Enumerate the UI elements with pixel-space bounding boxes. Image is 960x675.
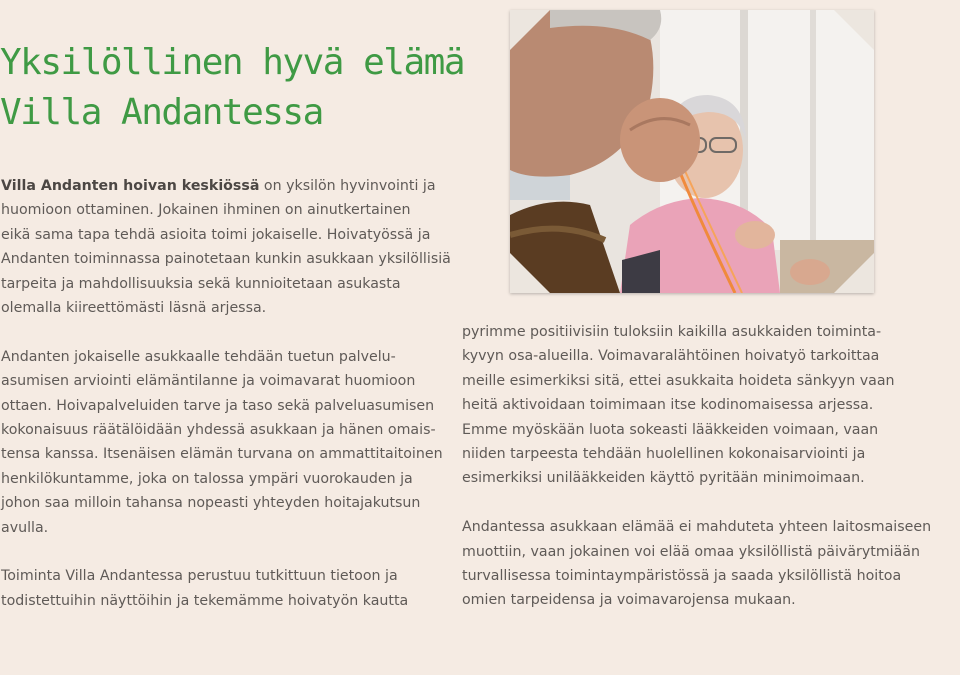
paragraph-line: omien tarpeidensa ja voimavarojensa mukaan. — [462, 592, 796, 609]
paragraph-line: meille esimerkiksi sitä, ettei asukkaita hoideta sänkyyn vaan — [462, 372, 895, 389]
paragraph-line: Andantessa asukkaan elämää ei mahduteta yhteen laitosmaiseen — [462, 519, 932, 536]
title-line-2: Villa Andantessa — [0, 92, 323, 133]
photo-two-elderly-women-knitting — [510, 10, 874, 293]
paragraph-line: olemalla kiireettömästi läsnä arjessa. — [1, 300, 267, 317]
photo-illustration — [510, 10, 874, 293]
paragraph-line: Andanten toiminnassa painotetaan kunkin asukkaan yksilöllisiä — [1, 251, 451, 268]
paragraph-line: Toiminta Villa Andantessa perustuu tutkittuun tietoon ja — [1, 568, 398, 585]
paragraph-assessment — [1, 345, 443, 540]
paragraph-line: kyvyn osa-alueilla. Voimavaralähtöinen hoivatyö tarkoittaa — [462, 348, 880, 365]
paragraph-line: heitä aktivoidaan toimimaan itse kodinomaisessa arjessa. — [462, 397, 874, 414]
paragraph-line: ottaen. Hoivapalveluiden tarve ja taso sekä palveluasumisen — [1, 397, 435, 414]
paragraph-line: todistettuihin näyttöihin ja tekemämme hoivatyön kautta — [1, 592, 409, 609]
paragraph-line: asumisen arviointi elämäntilanne ja voimavarat huomioon — [1, 373, 416, 390]
photo-corner-top-right — [834, 10, 874, 50]
paragraph-line: pyrimme positiivisiin tuloksiin kaikilla asukkaiden toiminta- — [462, 324, 882, 340]
right-text-column — [462, 320, 932, 613]
title-line-1: Yksilöllinen hyvä elämä — [0, 42, 464, 83]
paragraph-line: Andanten jokaiselle asukkaalle tehdään tuetun palvelu- — [1, 348, 396, 365]
photo-corner-bottom-right — [834, 253, 874, 293]
page-title — [0, 38, 470, 138]
paragraph-line: Emme myöskään luota sokeasti lääkkeiden voimaan, vaan — [462, 421, 879, 438]
paragraph-line: esimerkiksi unilääkkeiden käyttö pyritään minimoimaan. — [462, 470, 865, 487]
paragraph-evidence — [1, 564, 421, 613]
paragraph-line: tarpeita ja mahdollisuuksia sekä kunnioitetaan asukasta — [1, 275, 401, 292]
paragraph-line: kokonaisuus räätälöidään yhdessä asukkaan ja hänen omais- — [1, 422, 436, 439]
paragraph-line — [1, 174, 436, 198]
paragraph-line: eikä sama tapa tehdä asioita toimi jokaiselle. Hoivatyössä ja — [1, 226, 431, 243]
paragraph-line: tensa kanssa. Itsenäisen elämän turvana on ammattitaitoinen — [1, 446, 443, 463]
paragraph-line: avulla. — [1, 519, 49, 536]
paragraph-individual-life — [462, 515, 932, 613]
lead-phrase: Villa Andanten hoivan keskiössä — [1, 178, 260, 194]
paragraph-goals — [462, 320, 902, 491]
paragraph-intro — [1, 174, 451, 320]
paragraph-line: turvallisessa toimintaympäristössä ja saada yksilöllistä hoitoa — [462, 568, 902, 585]
paragraph-line: henkilökuntamme, joka on talossa ympäri vuorokauden ja — [1, 470, 413, 487]
paragraph-line: johon saa milloin tahansa nopeasti yhteyden hoitajakutsun — [1, 495, 421, 512]
paragraph-line: muottiin, vaan jokainen voi elää omaa yksilöllistä päivärytmiään — [462, 543, 920, 560]
photo-corner-top-left — [510, 10, 550, 50]
photo-corner-bottom-left — [510, 253, 550, 293]
paragraph-line: niiden tarpeesta tehdään huolellinen kokonaisarviointi ja — [462, 446, 866, 463]
lead-rest: on yksilön hyvinvointi ja — [259, 178, 436, 194]
paragraph-line: huomioon ottaminen. Jokainen ihminen on ainutkertainen — [1, 202, 411, 219]
left-text-column — [1, 174, 451, 613]
